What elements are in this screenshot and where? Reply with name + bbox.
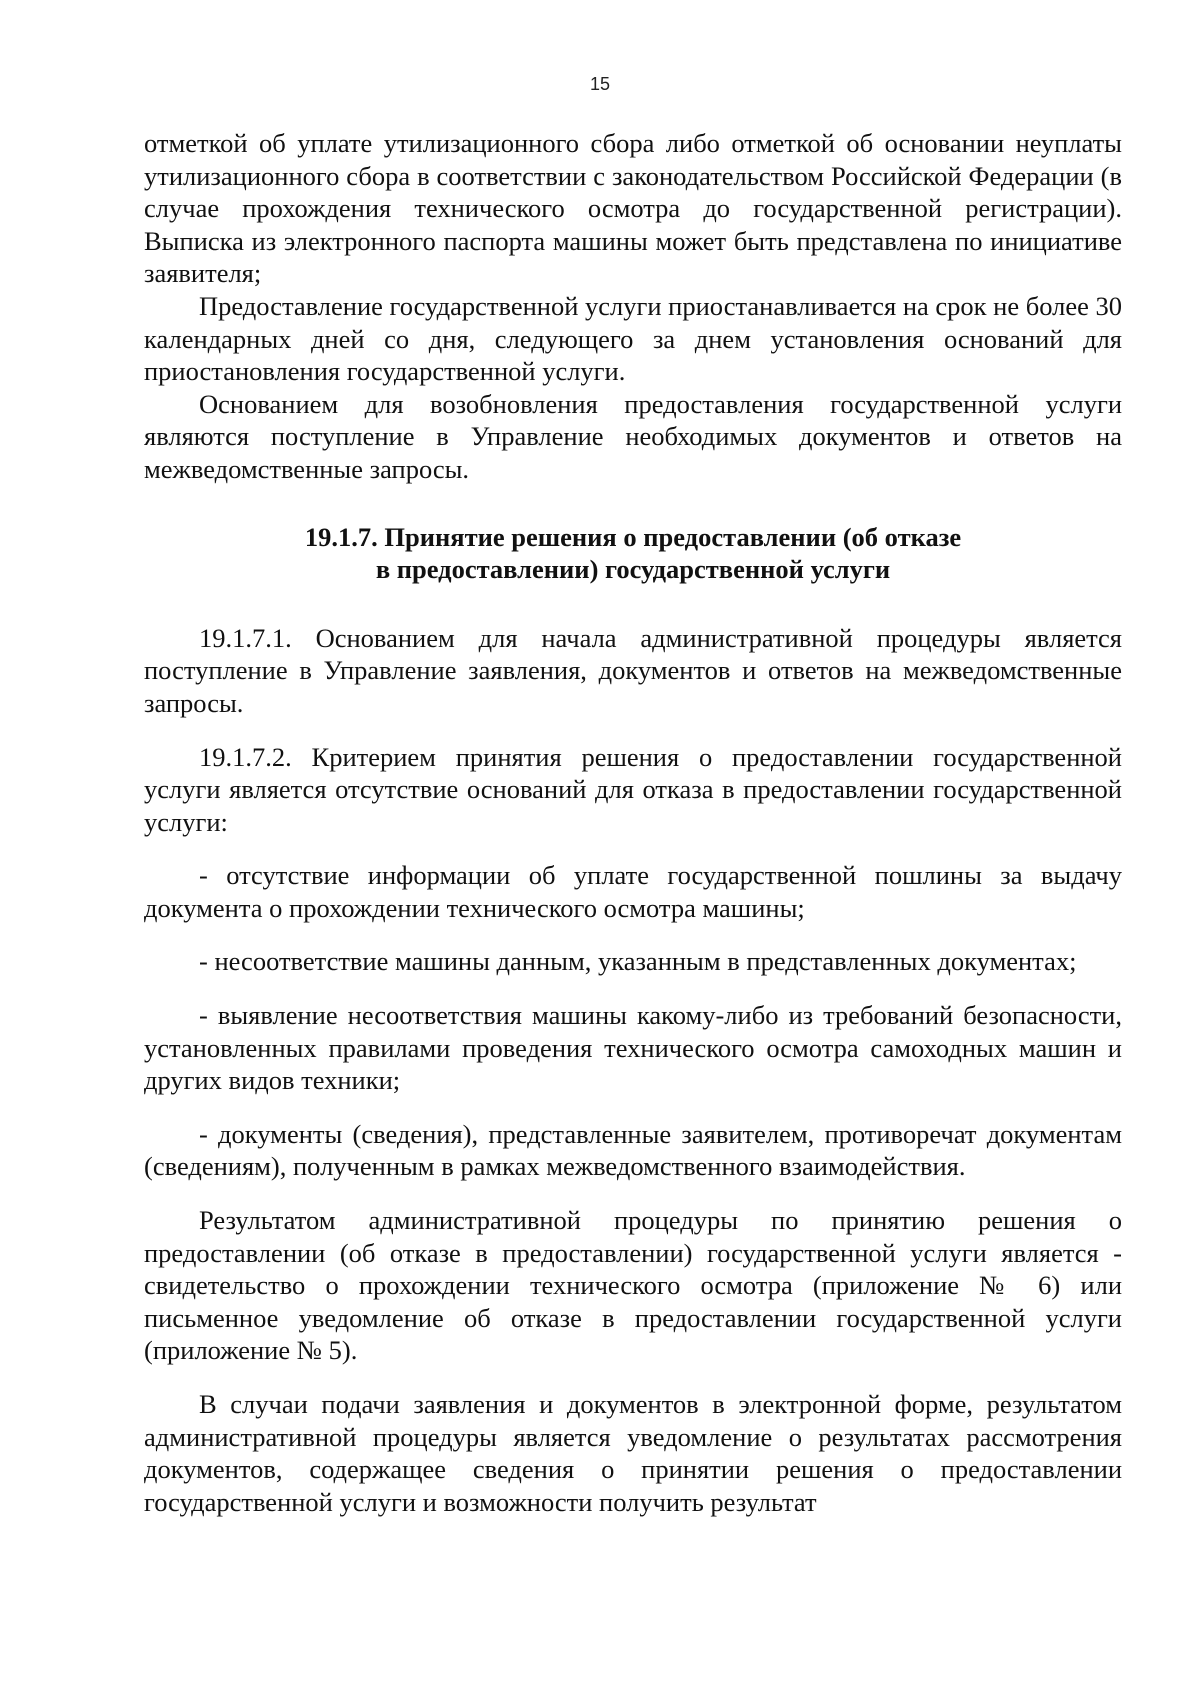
list-item-machine-mismatch: - несоответствие машины данным, указанным в представленных документах; <box>199 946 1077 977</box>
paragraph-19-1-7-1: 19.1.7.1. Основанием для начала административной процедуры является поступление в Управление заявления, документов и ответов на межведомственные запросы. <box>144 622 1122 718</box>
section-heading-line-1: 19.1.7. Принятие решения о предоставлении (об отказе <box>304 521 962 552</box>
paragraph-19-1-7-2: 19.1.7.2. Критерием принятия решения о предоставлении государственной услуги является отсутствие оснований для отказа в предоставлении государственной услуги: <box>144 741 1122 837</box>
paragraph-electronic-form: В случаи подачи заявления и документов в электронной форме, результатом административной процедуры является уведомление о результатах рассмотрения документов, содержащее сведения о принятии решения о предоставлении государственной услуги и возможности получить результат <box>144 1389 1122 1517</box>
paragraph-continuation: отметкой об уплате утилизационного сбора либо отметкой об основании неуплаты утилизационного сбора в соответствии с законодательством Российской Федерации (в случае прохождения технического осмотра до государственной регистрации). Выписка из электронного паспорта машины может быть представлена по инициативе заявителя; <box>144 128 1122 289</box>
paragraph-suspension: Предоставление государственной услуги приостанавливается на срок не более 30 календарных дней со дня, следующего за днем установления оснований для приостановления государственной услуги. <box>144 290 1122 387</box>
paragraph-result: Результатом административной процедуры по принятию решения о предоставлении (об отказе в предоставлении) государственной услуги является - свидетельство о прохождении технического осмотра (приложение № 6) или письменное уведомление об отказе в предоставлении государственной услуги (приложение № 5). <box>144 1205 1122 1366</box>
list-item-no-fee-info: - отсутствие информации об уплате государственной пошлины за выдачу документа о прохождении технического осмотра машины; <box>144 860 1122 923</box>
list-item-safety-nonconformity: - выявление несоответствия машины какому-либо из требований безопасности, установленных правилами проведения технического осмотра самоходных машин и других видов техники; <box>144 1000 1122 1096</box>
section-heading-line-2: в предоставлении) государственной услуги <box>375 554 891 585</box>
list-item-document-contradiction: - документы (сведения), представленные заявителем, противоречат документам (сведениям), полученным в рамках межведомственного взаимодействия. <box>144 1118 1122 1182</box>
document-body <box>144 127 1122 1518</box>
section-heading <box>144 521 1122 586</box>
page-number: 15 <box>589 74 611 94</box>
paragraph-resumption: Основанием для возобновления предоставления государственной услуги являются поступление в Управление необходимых документов и ответов на межведомственные запросы. <box>144 388 1122 484</box>
